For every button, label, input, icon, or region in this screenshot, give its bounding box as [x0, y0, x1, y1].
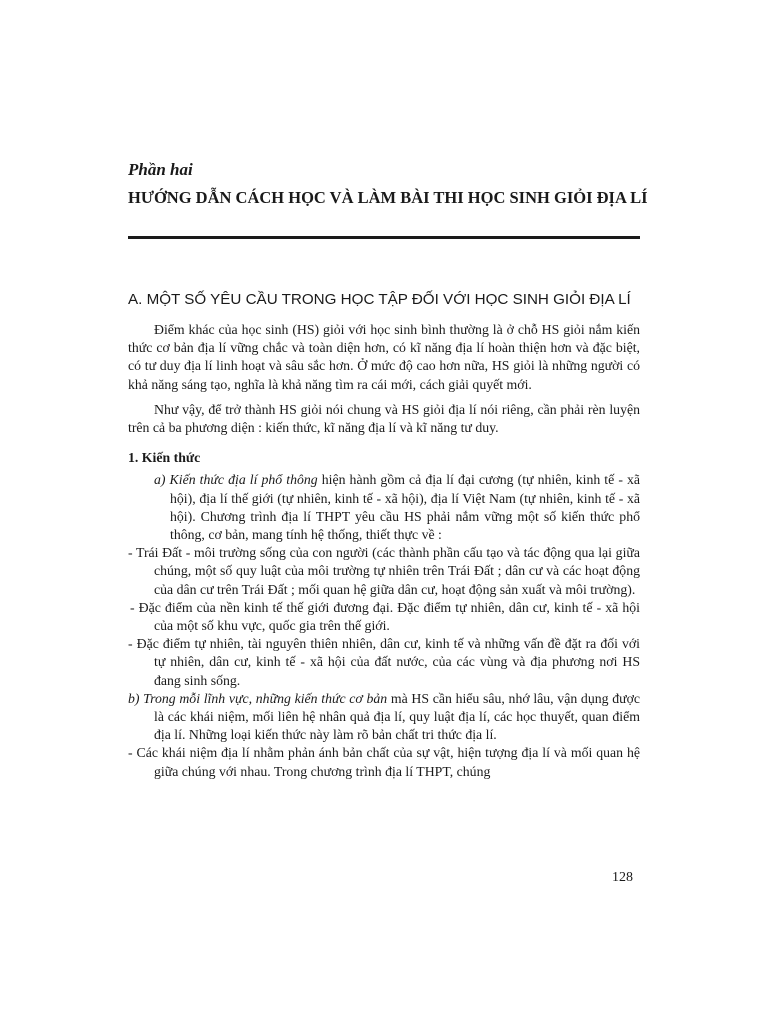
subsection-heading: 1. Kiến thức — [128, 450, 201, 466]
bullet-item: - Trái Đất - môi trường sống của con người (các thành phần cấu tạo và tác động qua lại giữa chúng, một số quy luật của môi trường tự nhiên trên Trái Đất ; dân cư và các hoạt động của dân cư trên Trái Đất ; mối quan hệ giữa dân cư, hoạt động sản xuất và môi trường). — [128, 545, 640, 597]
list-item-a — [128, 471, 640, 544]
item-text: mà HS cần hiểu sâu, nhớ lâu, vận dụng được là các khái niệm, mối liên hệ nhân quả địa lí, quy luật địa lí, các học thuyết, quan điểm địa lí. Những loại kiến thức này làm rõ bản chất tri thức địa lí. — [154, 690, 640, 743]
page-number: 128 — [612, 870, 633, 885]
paragraph: Điểm khác của học sinh (HS) giỏi với học sinh bình thường là ở chỗ HS giỏi nắm kiến thức cơ bản địa lí vững chắc và toàn diện hơn, có kĩ năng địa lí hoàn thiện hơn và đặc biệt, có tư duy địa lí linh hoạt và sâu sắc hơn. Ở mức độ cao hơn nữa, HS giỏi là những người có khả năng sáng tạo, nghĩa là khả năng tìm ra cái mới, cách giải quyết mới. — [128, 322, 640, 392]
part-label: Phần hai — [128, 160, 193, 179]
list-item-b — [128, 690, 640, 745]
item-lead: a) Kiến thức địa lí phổ thông — [154, 472, 318, 488]
title-divider — [128, 236, 640, 239]
item-lead: b) Trong mỗi lĩnh vực, những kiến thức cơ bản — [128, 690, 388, 706]
item-text: hiện hành gồm cả địa lí đại cương (tự nhiên, kinh tế - xã hội), địa lí thế giới (tự nhiên, kinh tế - xã hội), địa lí Việt Nam (tự nhiên, kinh tế - xã hội). Chương trình địa lí THPT yêu cầu HS phải nắm vững một số kiến thức phổ thông, cơ bản, mang tính hệ thống, thiết thực về : — [170, 472, 640, 543]
bullet-item: - Các khái niệm địa lí nhằm phản ánh bản chất của sự vật, hiện tượng địa lí và mối quan hệ giữa chúng với nhau. Trong chương trình địa lí THPT, chúng — [128, 745, 640, 779]
part-title: HƯỚNG DẪN CÁCH HỌC VÀ LÀM BÀI THI HỌC SINH GIỎI ĐỊA LÍ — [128, 188, 648, 207]
paragraph: Như vậy, để trở thành HS giỏi nói chung và HS giỏi địa lí nói riêng, cần phải rèn luyện trên cả ba phương diện : kiến thức, kĩ năng địa lí và kĩ năng tư duy. — [128, 401, 640, 436]
body-text — [128, 321, 640, 781]
bullet-item: - Đặc điểm tự nhiên, tài nguyên thiên nhiên, dân cư, kinh tế và những vấn đề đặt ra đối với tự nhiên, dân cư, kinh tế - xã hội của đất nước, của các vùng và địa phương nơi HS đang sinh sống. — [128, 636, 640, 688]
section-title: A. MỘT SỐ YÊU CẦU TRONG HỌC TẬP ĐỐI VỚI HỌC SINH GIỎI ĐỊA LÍ — [128, 291, 631, 308]
bullet-item: - Đặc điểm của nền kinh tế thế giới đương đại. Đặc điểm tự nhiên, dân cư, kinh tế - xã hội của một số khu vực, quốc gia trên thế giới. — [130, 599, 640, 634]
